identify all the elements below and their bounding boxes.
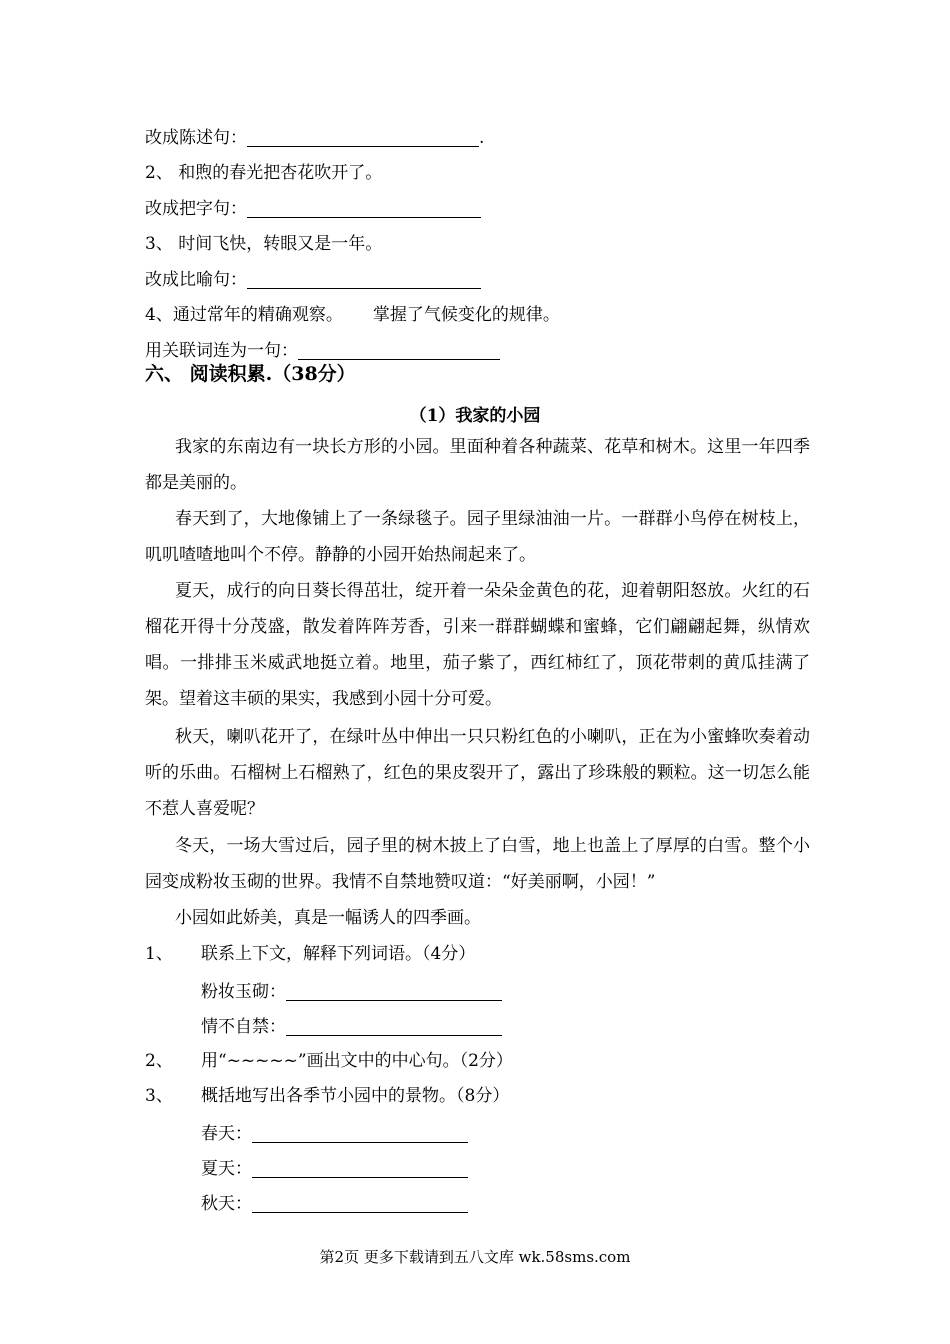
exercise-4-text-b: 掌握了气候变化的规律。 [372,305,560,325]
answer-blank[interactable] [247,128,479,147]
passage-paragraph-1: 我家的东南边有一块长方形的小园。里面种着各种蔬菜、花草和树木。这里一年四季都是美丽的。 [145,437,810,493]
exercise-4-text-a: 4、通过常年的精确观察。 [145,305,343,325]
passage-paragraph-3: 夏天，成行的向日葵长得茁壮，绽开着一朵朵金黄色的花，迎着朝阳怒放。火红的石榴花开得十分茂盛，散发着阵阵芳香，引来一群群蝴蝶和蜜蜂，它们翩翩起舞，纵情欢唱。一排排玉米威武地挺立着。地里，茄子紫了，西红柿红了，顶花带刺的黄瓜挂满了架。望着这丰硕的果实，我感到小园十分可爱。 [145,581,810,709]
exercise-1-prompt: 改成陈述句： [145,128,247,148]
exercise-1-end: . [479,128,485,148]
question-3-autumn [201,1192,468,1216]
passage-paragraph-2: 春天到了，大地像铺上了一条绿毯子。园子里绿油油一片。一群群小鸟停在树枝上，叽叽喳喳地叫个不停。静静的小园开始热闹起来了。 [145,509,810,565]
exercise-1-prompt-line [145,126,484,150]
exercise-3-prompt-line [145,268,481,292]
question-1 [145,942,475,966]
question-1-item-1 [201,980,502,1004]
answer-blank[interactable] [247,270,481,289]
term-label-2: 情不自禁： [201,1017,286,1037]
passage-paragraph-5: 冬天，一场大雪过后，园子里的树木披上了白雪，地上也盖上了厚厚的白雪。整个小园变成粉妆玉砌的世界。我情不自禁地赞叹道：“好美丽啊，小园！” [145,836,810,892]
summer-label: 夏天： [201,1159,252,1179]
exercise-4-text-line [145,303,560,327]
exercise-2-prompt: 改成把字句： [145,199,247,219]
exercise-4-prompt: 用关联词连为一句： [145,341,298,361]
question-3-summer [201,1157,468,1181]
answer-blank[interactable] [252,1194,468,1213]
exercise-4-prompt-line [145,339,500,363]
exercise-2-text: 2、 和煦的春光把杏花吹开了。 [145,163,383,183]
answer-blank[interactable] [252,1159,468,1178]
answer-blank[interactable] [286,982,502,1001]
question-3-text: 概括地写出各季节小园中的景物。（8分） [201,1086,510,1106]
answer-blank[interactable] [252,1124,468,1143]
page-footer: 第2页 更多下载请到五八文库 wk.58sms.com [319,1248,631,1266]
answer-blank[interactable] [286,1017,502,1036]
question-1-item-2 [201,1015,502,1039]
term-label-1: 粉妆玉砌： [201,982,286,1002]
question-3 [145,1084,509,1108]
spring-label: 春天： [201,1124,252,1144]
exercise-2-prompt-line [145,197,481,221]
exercise-3-text: 3、 时间飞快，转眼又是一年。 [145,234,383,254]
question-2 [145,1049,513,1073]
question-3-number: 3、 [145,1086,173,1106]
question-1-text: 联系上下文，解释下列词语。（4分） [201,944,476,964]
autumn-label: 秋天： [201,1194,252,1214]
passage-paragraph-6: 小园如此娇美，真是一幅诱人的四季画。 [175,908,481,928]
question-2-text: 用“~~~~~”画出文中的中心句。（2分） [201,1051,513,1071]
answer-blank[interactable] [247,199,481,218]
exercise-3-prompt: 改成比喻句： [145,270,247,290]
answer-blank[interactable] [298,341,500,360]
question-2-number: 2、 [145,1051,173,1071]
question-3-spring [201,1122,468,1146]
passage-paragraph-4: 秋天，喇叭花开了，在绿叶丛中伸出一只只粉红色的小喇叭，正在为小蜜蜂吹奏着动听的乐曲。石榴树上石榴熟了，红色的果皮裂开了，露出了珍珠般的颗粒。这一切怎么能不惹人喜爱呢？ [145,727,810,819]
section-heading: 六、 阅读积累.（38分） [145,363,356,385]
question-1-number: 1、 [145,944,173,964]
passage-title: （1）我家的小园 [409,406,541,426]
